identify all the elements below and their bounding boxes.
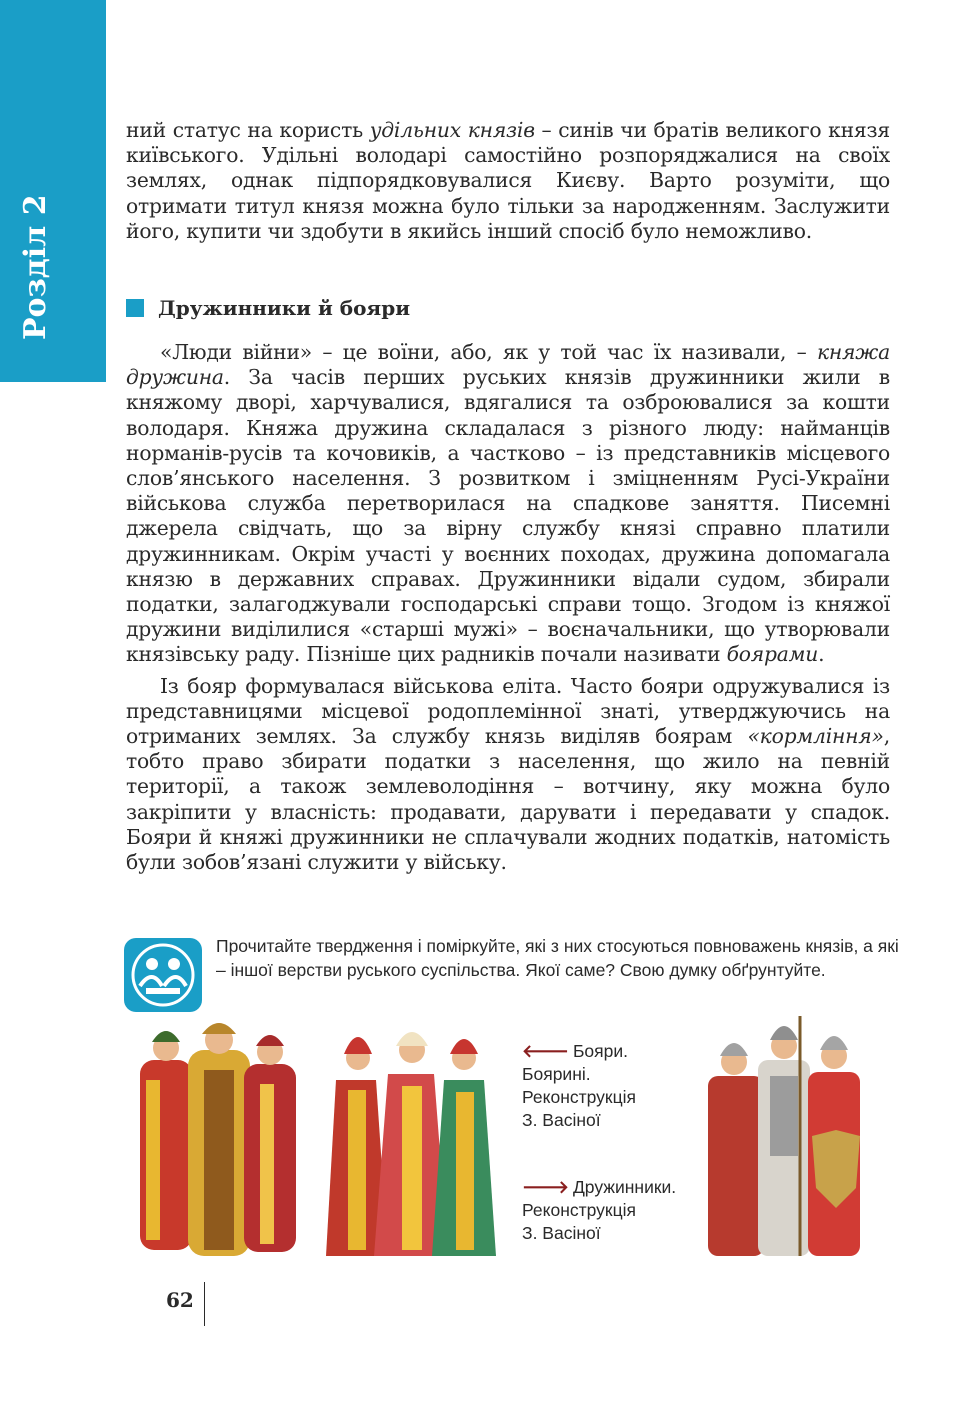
chapter-label: Розділ 2 <box>18 194 53 340</box>
boyarynias-illustration <box>326 1020 496 1264</box>
page-number: 62 <box>166 1288 194 1312</box>
section-heading <box>126 296 410 320</box>
arrow-right-icon: 🡒 <box>522 1177 569 1197</box>
caption-druzhynnyky: 🡒 Дружинники. Реконструкція З. Васіної <box>522 1177 677 1243</box>
section-marker-icon <box>126 299 144 317</box>
warriors-illustration <box>700 1016 868 1262</box>
arrow-left-icon: 🡐 <box>522 1041 569 1061</box>
intro-paragraph: ний статус на користь удільних князів – синів чи братів великого князя київського. Удільні володарі самостійно розпоряджалися на своїх землях, однак підпорядковувалися Києву. Варто розуміти, що отримати титул князя можна було тільки за народженням. Заслужити його, купити чи здобути в якийсь інший спосіб було неможливо. <box>126 118 890 243</box>
paragraph-druzhyna: «Люди війни» – це воїни, або, як у той час їх називали, – княжа дружина. За часів перших руських князів дружинники жили в княжому дворі, харчувалися, вдягалися та озброювалися за кошти володаря. Княжа дружина складалася з різного люду: найманців норманів-русів та кочовиків, а частково – із представників місцевого слов’янського населення. З розвитком і зміцненням Русі-України військова служба перетворилася на спадкове заняття. Писемні джерела свідчать, що за вірну службу князі справно платили дружинникам. Окрім участі у воєнних походах, дружина допомагала князю в державних справах. Дружинники відали судом, збирали податки, залагоджували господарські справи тощо. Згодом із княжої дружини виділилися «старші мужі» – воєначальники, що утворювали князівську раду. Пізніше цих радників почали називати боярами. <box>126 340 890 667</box>
chapter-tab <box>0 0 106 382</box>
task-text: Прочитайте твердження і поміркуйте, які з них стосуються повноважень князів, а які – іншої верстви руського суспільства. Якої саме? Свою думку обґрунтуйте. <box>216 936 899 980</box>
caption-boyars: 🡐 Бояри. Боярині. Реконструкція З. Васіної <box>522 1041 636 1130</box>
body-text-block <box>126 340 890 875</box>
paragraph-boyars: Із бояр формувалася військова еліта. Часто бояри одружувалися із представницями місцевої родоплемінної знаті, утверджуючись на отриманих землях. За службу князь виділяв боярам «кормління», тобто право збирати податки з населення, що жило на певній території, а також землеволодіння – вотчину, яку можна було закріпити у власність: продавати, дарувати і передавати у спадок. Бояри й княжі дружинники не сплачували жодних податків, натомість були зобов’язані служити у війську. <box>126 673 890 875</box>
footer-rule <box>204 1282 205 1326</box>
discussion-icon <box>124 938 202 1012</box>
intro-paragraph-block <box>126 118 890 244</box>
boyars-illustration <box>134 1020 302 1264</box>
section-title: Дружинники й бояри <box>158 296 411 320</box>
